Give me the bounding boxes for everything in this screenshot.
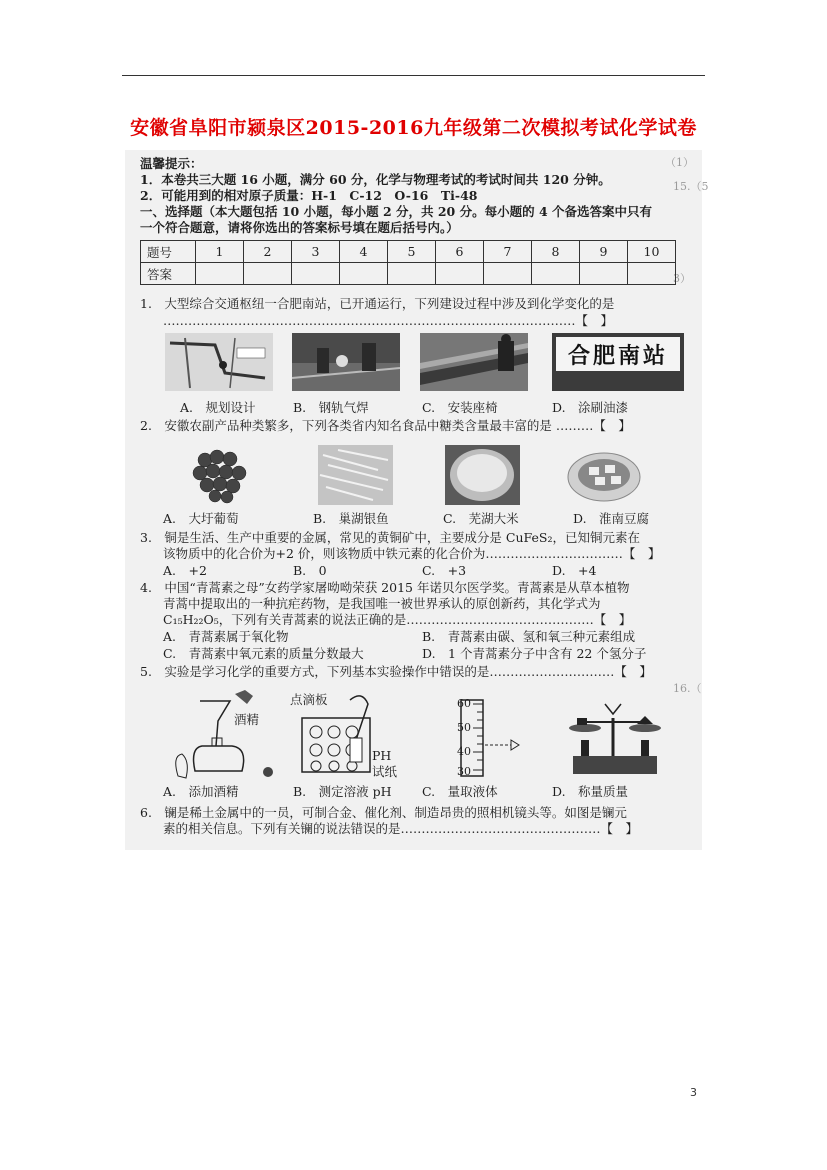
cylinder-mark-50: 50 (457, 721, 471, 734)
ph-label: PH (372, 748, 392, 763)
bleed-through-text: 3） (673, 272, 691, 285)
option-a: A. 添加酒精 (163, 784, 239, 799)
answer-cell[interactable] (292, 263, 340, 285)
header-rule (122, 75, 705, 76)
welding-image (292, 333, 400, 391)
question-number: 2 (244, 241, 292, 263)
answer-table (140, 240, 676, 285)
cylinder-mark-40: 40 (457, 745, 471, 758)
answer-cell[interactable] (196, 263, 244, 285)
page-number: 3 (690, 1086, 697, 1099)
answer-cell[interactable] (580, 263, 628, 285)
answer-cell[interactable] (436, 263, 484, 285)
question-number: 9 (580, 241, 628, 263)
option-c: C. 量取液体 (422, 784, 498, 799)
seats-image (420, 333, 528, 391)
option-c: C. 芜湖大米 (443, 511, 519, 526)
question-stem: 3. 铜是生活、生产中重要的金属，常见的黄铜矿中，主要成分是 CuFeS₂，已知铜元素在 (140, 530, 640, 545)
paper-label: 试纸 (372, 764, 398, 779)
tips-heading: 温馨提示： (140, 156, 203, 171)
page-title: 安徽省阜阳市颍泉区2015-2016九年级第二次模拟考试化学试卷 (130, 117, 697, 139)
graduated-cylinder-figure (455, 698, 545, 778)
option-b: B. 钢轨气焊 (293, 400, 369, 415)
section-heading: 一、选择题（本大题包括 10 小题，每小题 2 分，共 20 分。每小题的 4 个备选答案中只有 (140, 204, 653, 219)
option-a: A. +2 (163, 563, 207, 578)
question-stem: 青蒿中提取出的一种抗疟药物，是我国唯一被世界承认的原创新药，其化学式为 (163, 596, 601, 611)
alcohol-lamp-figure (170, 686, 290, 786)
question-stem: 素的相关信息。下列有关镧的说法错误的是…………………………………………【 】 (163, 821, 639, 836)
tips-line: 1．本卷共三大题 16 小题，满分 60 分，化学与物理考试的考试时间共 120 分钟。 (140, 172, 611, 187)
option-c: C. 青蒿素中氧元素的质量分数最大 (163, 646, 364, 661)
answer-table-header: 答案 (141, 263, 196, 285)
option-a: A. 大圩葡萄 (163, 511, 239, 526)
answer-cell[interactable] (628, 263, 676, 285)
option-c: C. +3 (422, 563, 467, 578)
question-number: 8 (532, 241, 580, 263)
option-b: B. 巢湖银鱼 (313, 511, 389, 526)
answer-cell[interactable] (484, 263, 532, 285)
question-stem: 4. 中国“青蒿素之母”女药学家屠呦呦荣获 2015 年诺贝尔医学奖。青蒿素是从草本植物 (140, 580, 630, 595)
question-number: 4 (340, 241, 388, 263)
option-b: B. 青蒿素由碳、氢和氧三种元素组成 (422, 629, 636, 644)
tips-line: 2．可能用到的相对原子质量：H-1 C-12 O-16 Ti-48 (140, 188, 478, 203)
question-number: 5 (388, 241, 436, 263)
question-stem: 2. 安徽农副产品种类繁多，下列各类省内知名食品中糖类含量最丰富的是 ………【 】 (140, 418, 631, 433)
answer-table-header: 题号 (141, 241, 196, 263)
balance-scale-figure (565, 700, 665, 780)
option-d: D. 涂刷油漆 (552, 400, 629, 415)
station-sign-image (552, 333, 684, 391)
map-image (165, 333, 273, 391)
grapes-image (185, 445, 260, 505)
plate-label: 点滴板 (290, 692, 328, 707)
question-number: 3 (292, 241, 340, 263)
option-d: D. 称量质量 (552, 784, 629, 799)
question-stem: 该物质中的化合价为+2 价，则该物质中铁元素的化合价为……………………………【 】 (163, 546, 661, 561)
bleed-through-text: （1） (665, 156, 694, 169)
question-number: 1 (196, 241, 244, 263)
option-d: D. 1 个青蒿素分子中含有 22 个氢分子 (422, 646, 647, 661)
question-stem: C₁₅H₂₂O₅，下列有关青蒿素的说法正确的是………………………………………【 】 (163, 612, 632, 627)
bleed-through-text: 15.（5 (673, 180, 709, 193)
answer-cell[interactable] (532, 263, 580, 285)
question-number: 10 (628, 241, 676, 263)
alcohol-label: 酒精 (234, 712, 260, 727)
option-a: A. 规划设计 (180, 400, 256, 415)
question-stem: ………………………………………………………………………………………【 】 (163, 313, 614, 328)
ph-test-figure (290, 690, 430, 790)
answer-cell[interactable] (244, 263, 292, 285)
option-a: A. 青蒿素属于氧化物 (163, 629, 289, 644)
question-stem: 5. 实验是学习化学的重要方式，下列基本实验操作中错误的是…………………………【 】 (140, 664, 652, 679)
scanned-exam-page (125, 150, 709, 850)
answer-cell[interactable] (340, 263, 388, 285)
section-heading: 一个符合题意，请将你选出的答案标号填在题后括号内。） (140, 220, 459, 235)
question-number: 7 (484, 241, 532, 263)
option-b: B. 测定溶液 pH (293, 784, 392, 799)
rice-image (445, 445, 520, 505)
cylinder-mark-60: 60 (457, 697, 471, 710)
option-b: B. 0 (293, 563, 327, 578)
question-stem: 6. 镧是稀土金属中的一员，可制合金、催化剂、制造昂贵的照相机镜头等。如图是镧元 (140, 805, 627, 820)
question-stem: 1. 大型综合交通枢纽一合肥南站，已开通运行，下列建设过程中涉及到化学变化的是 (140, 296, 615, 311)
option-c: C. 安装座椅 (422, 400, 498, 415)
bleed-through-text: 16.（ (673, 682, 702, 695)
cylinder-mark-30: 30 (457, 765, 471, 778)
option-d: D. 淮南豆腐 (573, 511, 650, 526)
station-sign-text: 合肥南站 (567, 344, 668, 369)
option-d: D. +4 (552, 563, 597, 578)
tofu-image (565, 445, 643, 505)
question-number: 6 (436, 241, 484, 263)
answer-cell[interactable] (388, 263, 436, 285)
silverfish-image (318, 445, 393, 505)
